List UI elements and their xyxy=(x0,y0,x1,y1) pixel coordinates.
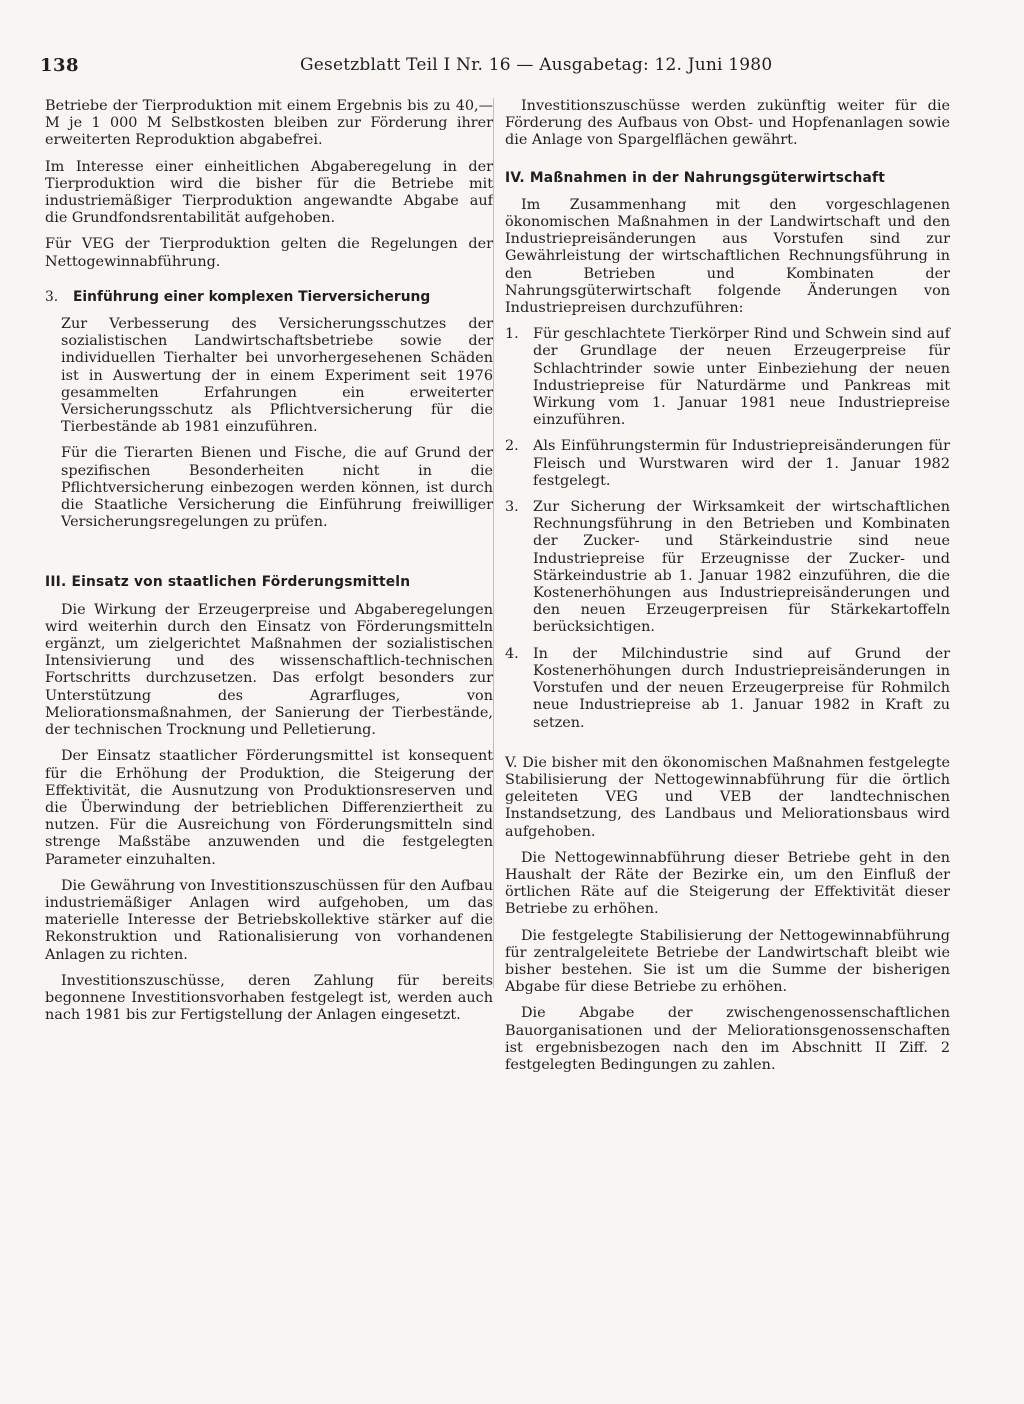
section-heading: IV. Maßnahmen in der Nahrungsgüterwirtschaft xyxy=(505,169,886,186)
subsection-heading xyxy=(45,289,493,306)
paragraph: Der Einsatz staatlicher Förderungsmittel ist konsequent für die Erhöhung der Produktion, die Steigerung der Effektivität, die Ausnutzung von Produktionsreserven und die Überwindung der betrieblichen Differenziertheit zu nutzen. Für die Ausreichung von Förderungsmitteln sind strenge Maßstäbe anzuwenden und die festgelegten Parameter einzuhalten. xyxy=(45,748,493,868)
list-item-number: 3. xyxy=(505,499,519,516)
paragraph: Für VEG der Tierproduktion gelten die Regelungen der Nettogewinnabführung. xyxy=(45,236,493,270)
subsection-body xyxy=(45,316,493,531)
right-column xyxy=(505,98,950,1083)
list-item-text: Zur Sicherung der Wirksamkeit der wirtschaftlichen Rechnungsführung in den Betrieben und Kombinaten der Zucker- und Stärkeindustrie sind neue Industriepreise für Erzeugnisse der Zucker- und Stärkeindustrie ab 1. Januar 1982 einzuführen, die die Kostenerhöhungen aus Industriepreisänderungen und den neuen Erzeugerpreisen für Stärkekartoffeln berücksichtigen. xyxy=(533,499,950,636)
left-column xyxy=(45,98,493,1033)
paragraph: Die Nettogewinnabführung dieser Betriebe geht in den Haushalt der Räte der Bezirke ein, um den Einfluß der örtlichen Räte auf die Steigerung der Effektivität dieser Betriebe zu erhöhen. xyxy=(505,849,950,918)
spacer xyxy=(45,540,493,554)
paragraph: Betriebe der Tierproduktion mit einem Ergebnis bis zu 40,— M je 1 000 M Selbstkosten bleiben zur Förderung ihrer erweiterten Reproduktion abgabefrei. xyxy=(45,98,493,149)
subsection-title: Einführung einer komplexen Tierversicherung xyxy=(73,288,431,305)
paragraph: Investitionszuschüsse, deren Zahlung für bereits begonnene Investitionsvorhaben festgelegt ist, werden auch nach 1981 bis zur Fertigstellung der Anlagen eingesetzt. xyxy=(45,972,493,1024)
spacer xyxy=(505,741,950,755)
paragraph: Im Zusammenhang mit den vorgeschlagenen ökonomischen Maßnahmen in der Landwirtschaft und den Industriepreisänderungen aus Vorstufen sind zur Gewährleistung der wirtschaftlichen Rechnungsführung in den Betrieben und Kombinaten der Nahrungsgüterwirtschaft folgende Änderungen von Industriepreisen durchzuführen: xyxy=(505,196,950,317)
list-item xyxy=(505,438,950,490)
list-item-text: In der Milchindustrie sind auf Grund der Kostenerhöhungen durch Industriepreisänderungen in Vorstufen und der neuen Erzeugerpreise für Rohmilch neue Industriepreise ab 1. Januar 1982 in Kraft zu setzen. xyxy=(533,645,950,731)
paragraph: Die Abgabe der zwischengenossenschaftlichen Bauorganisationen und der Meliorationsgenossenschaften ist ergebnisbezogen nach den im Abschnitt II Ziff. 2 festgelegten Bedingungen zu zahlen. xyxy=(505,1005,950,1073)
paragraph: Investitionszuschüsse werden zukünftig weiter für die Förderung des Aufbaus von Obst- und Hopfenanlagen sowie die Anlage von Spargelflächen gewährt. xyxy=(505,98,950,149)
numbered-list xyxy=(505,326,950,731)
paragraph: Die Wirkung der Erzeugerpreise und Abgaberegelungen wird weiterhin durch den Einsatz von Förderungsmitteln ergänzt, um zielgerichtet Maßnahmen der sozialistischen Intensivierung und des wissenschaftlich-technischen Fortschritts durchzusetzen. Das erfolgt besonders zur Unterstützung des Agrarfluges, von Meliorationsmaßnahmen, der Sanierung der Tierbestände, der technischen Trocknung und Pelletierung. xyxy=(45,601,493,739)
list-item-text: Für geschlachtete Tierkörper Rind und Schwein sind auf der Grundlage der neuen Erzeugerpreise für Schlachtrinder sowie unter Einbeziehung der neuen Industriepreise für Naturdärme und Pankreas mit Wirkung vom 1. Januar 1981 neue Industriepreise einzuführen. xyxy=(533,326,950,429)
list-item xyxy=(505,326,950,429)
list-item xyxy=(505,646,950,732)
page-number: 138 xyxy=(40,55,80,76)
paragraph: V. Die bisher mit den ökonomischen Maßnahmen festgelegte Stabilisierung der Nettogewinnabführung für die örtlich geleiteten VEG und VEB der landtechnischen Instandsetzung, des Landbaus und Meliorationsbaus wird aufgehoben. xyxy=(505,754,950,840)
paragraph: Die festgelegte Stabilisierung der Nettogewinnabführung für zentralgeleitete Betriebe der Landwirtschaft bleibt wie bisher bestehen. Sie ist um die Summe der bisherigen Abgabe für diese Betriebe zu erhöhen. xyxy=(505,927,950,996)
list-item-number: 1. xyxy=(505,326,519,343)
column-rule xyxy=(493,98,494,988)
running-head: Gesetzblatt Teil I Nr. 16 — Ausgabetag: 12. Juni 1980 xyxy=(300,55,773,75)
subsection-number: 3. xyxy=(45,288,59,305)
list-item xyxy=(505,499,950,637)
list-item-text: Als Einführungstermin für Industriepreisänderungen für Fleisch und Wurstwaren wird der 1. Januar 1982 festgelegt. xyxy=(533,438,950,489)
list-item-number: 4. xyxy=(505,645,519,662)
paragraph: Die Gewährung von Investitionszuschüssen für den Aufbau industriemäßiger Anlagen wird aufgehoben, um das materielle Interesse der Betriebskollektive stärker auf die Rekonstruktion und Rationalisierung von vorhandenen Anlagen zu richten. xyxy=(45,877,493,963)
list-item-number: 2. xyxy=(505,438,519,455)
paragraph: Für die Tierarten Bienen und Fische, die auf Grund der spezifischen Besonderheiten nicht in die Pflichtversicherung einbezogen werden können, ist durch die Staatliche Versicherung die Einführung freiwilliger Versicherungsregelungen zu prüfen. xyxy=(61,445,493,531)
paragraph: Im Interesse einer einheitlichen Abgaberegelung in der Tierproduktion wird die bisher für die Betriebe mit industriemäßiger Tierproduktion angewandte Abgabe auf die Grundfondsrentabilität aufgehoben. xyxy=(45,158,493,227)
paragraph: Zur Verbesserung des Versicherungsschutzes der sozialistischen Landwirtschaftsbetriebe sowie der individuellen Tierhalter bei unvorhergesehenen Schäden ist in Auswertung der in einem Experiment seit 1976 gesammelten Erfahrungen ein erweiterter Versicherungsschutz als Pflichtversicherung für die Tierbestände ab 1981 einzuführen. xyxy=(61,316,493,436)
section-heading: III. Einsatz von staatlichen Förderungsmitteln xyxy=(45,574,411,591)
